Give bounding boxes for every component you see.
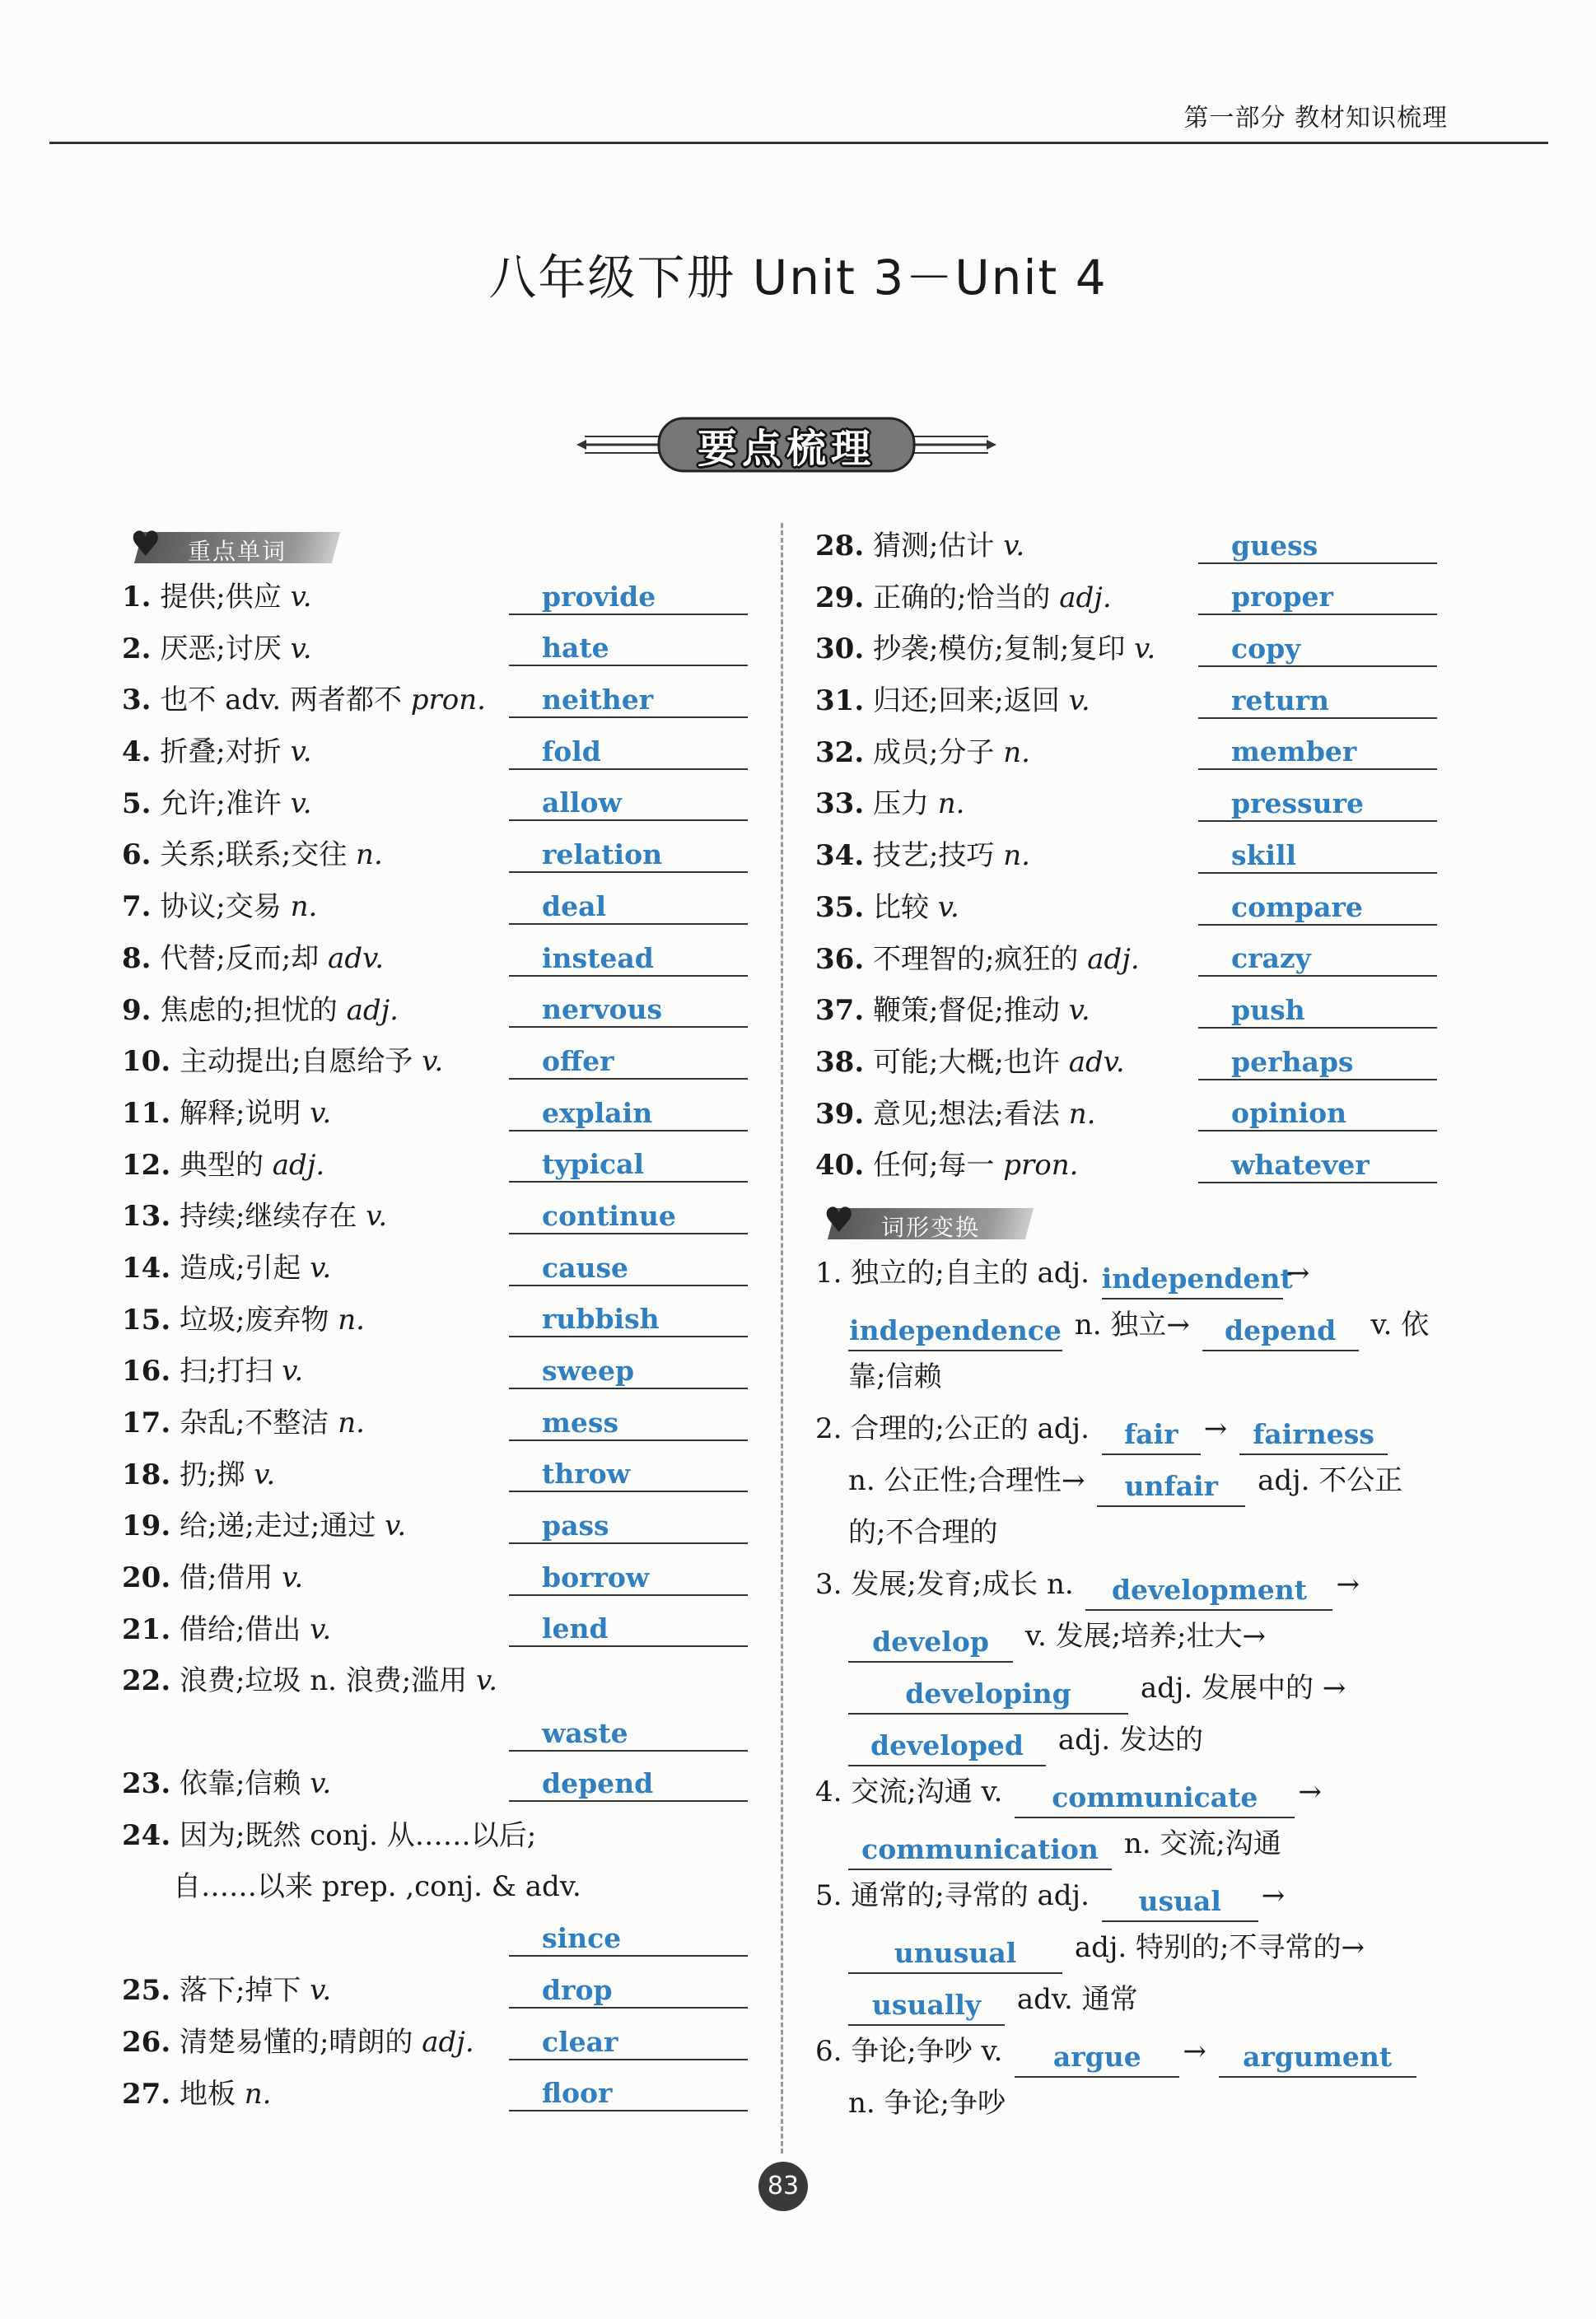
vocab-item xyxy=(122,674,748,726)
vocab-item xyxy=(122,1243,748,1295)
answer-blank xyxy=(1198,838,1437,874)
item-number: 25. xyxy=(122,1974,171,2008)
answer-blank xyxy=(509,1353,748,1389)
answer-blank xyxy=(509,785,748,821)
answer-blank xyxy=(509,1508,748,1544)
item-number: 36. xyxy=(815,942,865,976)
item-pos: n. xyxy=(338,1407,365,1439)
vocab-item xyxy=(815,572,1449,624)
answer-blank xyxy=(509,682,748,718)
answer-text: deal xyxy=(542,889,606,922)
item-number: 6. xyxy=(122,838,152,872)
answer-blank: fair xyxy=(1102,1416,1201,1455)
item-pos: v. xyxy=(290,632,312,665)
answer-blank xyxy=(1198,683,1437,719)
answer-text: pressure xyxy=(1231,787,1364,820)
item-meaning: 地板 xyxy=(179,2077,236,2111)
item-pos: n. xyxy=(1003,735,1030,769)
answer-blank xyxy=(1198,1147,1437,1183)
answer-text: sweep xyxy=(542,1355,635,1387)
vocab-item xyxy=(122,1397,748,1449)
item-meaning: 抄袭;模仿;复制;复印 xyxy=(872,632,1126,666)
item-meaning: 技艺;技巧 xyxy=(872,839,995,873)
right-column xyxy=(815,520,1449,2130)
answer-blank xyxy=(1198,631,1437,667)
item-pos: v. xyxy=(290,786,312,820)
answer-blank: argument xyxy=(1219,2038,1416,2078)
item-number: 20. xyxy=(122,1561,171,1595)
item-number: 19. xyxy=(122,1509,171,1543)
answer-blank: communication xyxy=(848,1831,1112,1870)
item-pos: n. xyxy=(338,1303,365,1337)
vocab-item xyxy=(815,934,1449,986)
item-meaning: 意见;想法;看法 xyxy=(872,1097,1060,1131)
word-form-line: 4. 交流;沟通 v. communicate → xyxy=(815,1766,1449,1818)
vocab-item xyxy=(122,572,748,623)
item-meaning: 扫;打扫 xyxy=(179,1355,273,1388)
item-number: 32. xyxy=(815,735,865,769)
vocab-item: 23. 依靠;信赖 v. depend xyxy=(122,1758,748,1810)
item-meaning: 协议;交易 xyxy=(160,890,282,924)
item-number: 8. xyxy=(122,941,152,975)
answer-text: throw xyxy=(542,1458,631,1491)
vocab-item: 22. 浪费;垃圾 n. 浪费;滥用 v. waste xyxy=(122,1655,748,1758)
vocab-item xyxy=(122,1552,748,1604)
answer-blank: unusual xyxy=(848,1934,1062,1974)
answer-blank: develop xyxy=(848,1623,1013,1663)
item-pos: v. xyxy=(290,735,312,769)
item-number: 27. xyxy=(122,2077,171,2111)
item-meaning: 代替;反而;却 xyxy=(160,941,320,975)
item-meaning: 正确的;恰当的 xyxy=(872,581,1051,614)
answer-text: provide xyxy=(542,580,656,613)
item-meaning: 厌恶;讨厌 xyxy=(160,632,282,665)
item-meaning: 杂乱;不整洁 xyxy=(179,1407,329,1439)
answer-text: floor xyxy=(542,2077,613,2110)
answer-blank xyxy=(509,1043,748,1080)
answer-blank: depend xyxy=(509,1766,748,1802)
item-pos: adj. xyxy=(1087,942,1140,976)
item-number: 18. xyxy=(122,1458,171,1491)
word-form-line: communication n. 交流;沟通 xyxy=(815,1818,1449,1870)
vocab-item xyxy=(122,1449,748,1501)
item-meaning: 借;借用 xyxy=(179,1561,273,1595)
key-words-list-a xyxy=(122,572,748,1655)
vocab-item xyxy=(815,623,1449,675)
item-number: 40. xyxy=(815,1149,865,1183)
answer-blank xyxy=(509,734,748,770)
answer-blank: unfair xyxy=(1097,1467,1245,1507)
answer-blank xyxy=(509,1456,748,1492)
item-pos: v. xyxy=(282,1561,304,1595)
answer-text: borrow xyxy=(542,1561,650,1593)
item-meaning: 清楚易懂的;晴朗的 xyxy=(179,2025,413,2059)
item-pos: v. xyxy=(254,1458,276,1491)
word-form-line: 3. 发展;发育;成长 n. development → xyxy=(815,1559,1449,1611)
vocab-item xyxy=(815,1140,1449,1192)
vocab-item xyxy=(815,675,1449,727)
item-number: 37. xyxy=(815,994,865,1028)
answer-text: copy xyxy=(1231,632,1301,665)
item-pos: v. xyxy=(1003,530,1025,562)
heart-icon: ♥ xyxy=(824,1199,855,1240)
item-pos: n. xyxy=(356,838,383,872)
answer-text: explain xyxy=(542,1096,653,1129)
item-meaning: 允许;准许 xyxy=(160,786,282,820)
item-number: 1. xyxy=(122,581,152,614)
vocab-item xyxy=(122,933,748,985)
answer-blank xyxy=(1198,889,1437,926)
vocab-item xyxy=(122,778,748,830)
answer-blank xyxy=(1198,1095,1437,1132)
answer-blank: argue xyxy=(1015,2038,1179,2078)
vocab-item xyxy=(122,623,748,675)
word-form-line: 2. 合理的;公正的 adj. fair → fairness xyxy=(815,1403,1449,1455)
item-pos: v. xyxy=(385,1509,407,1543)
item-pos: v. xyxy=(1068,684,1090,718)
page-title: 八年级下册 Unit 3－Unit 4 xyxy=(488,250,1108,306)
word-form-line: 的;不合理的 xyxy=(848,1515,998,1549)
answer-text: push xyxy=(1231,993,1305,1026)
vocab-item xyxy=(122,1346,748,1397)
vocab-item xyxy=(122,1088,748,1140)
item-pos: pron. xyxy=(410,684,486,717)
answer-text: lend xyxy=(542,1612,609,1645)
answer-blank: development xyxy=(1085,1571,1332,1611)
answer-blank: since xyxy=(509,1920,748,1957)
answer-blank: waste xyxy=(509,1715,748,1752)
item-pos: n. xyxy=(1003,839,1030,873)
answer-blank xyxy=(1198,992,1437,1029)
word-form-line: n. 公正性;合理性→ unfair adj. 不公正 xyxy=(815,1455,1449,1507)
word-form-line: independence n. 独立→ depend v. 依 xyxy=(815,1299,1449,1351)
vocab-item xyxy=(122,1965,748,2017)
vocab-item xyxy=(122,1500,748,1552)
answer-blank xyxy=(509,630,748,666)
answer-blank xyxy=(509,2075,748,2111)
item-number: 38. xyxy=(815,1045,865,1079)
item-number: 31. xyxy=(815,684,865,718)
item-meaning: 也不 adv. 两者都不 xyxy=(160,684,402,717)
item-pos: v. xyxy=(310,1096,332,1130)
answer-text: nervous xyxy=(542,993,663,1026)
item-meaning: 借给;借出 xyxy=(179,1612,301,1646)
item-pos: n. xyxy=(244,2077,272,2111)
answer-blank xyxy=(509,940,748,977)
item-number: 15. xyxy=(122,1303,171,1337)
section-tag-key-words: ♥ 重点单词 xyxy=(122,527,344,565)
answer-text: perhaps xyxy=(1231,1045,1354,1078)
item-number: 34. xyxy=(815,839,865,873)
vocab-item xyxy=(122,881,748,933)
answer-blank xyxy=(509,1146,748,1183)
item-number: 29. xyxy=(815,581,865,614)
item-pos: v. xyxy=(290,581,312,614)
item-number: 21. xyxy=(122,1612,171,1646)
answer-blank xyxy=(1198,579,1437,615)
answer-text: allow xyxy=(542,786,622,819)
vocab-item xyxy=(122,1604,748,1656)
answer-text: skill xyxy=(1231,838,1297,871)
vocab-item xyxy=(815,985,1449,1037)
answer-blank xyxy=(509,1560,748,1596)
answer-text: member xyxy=(1231,735,1357,768)
answer-text: continue xyxy=(542,1199,676,1232)
item-number: 35. xyxy=(815,890,865,924)
vocab-item xyxy=(122,1140,748,1192)
vocab-item xyxy=(122,2069,748,2121)
item-number: 7. xyxy=(122,890,152,924)
item-meaning: 成员;分子 xyxy=(872,735,995,769)
answer-text: return xyxy=(1231,684,1329,716)
word-form-line: n. 争论;争吵 xyxy=(848,2086,1006,2120)
item-pos: pron. xyxy=(1003,1149,1079,1183)
item-meaning: 压力 xyxy=(872,787,929,821)
key-words-list-c xyxy=(815,520,1449,1192)
item-meaning: 主动提出;自愿给予 xyxy=(179,1045,413,1079)
vocab-item xyxy=(815,1089,1449,1141)
answer-text: fold xyxy=(542,735,601,768)
word-form-line: develop v. 发展;培养;壮大→ xyxy=(815,1611,1449,1663)
item-pos: adj. xyxy=(346,993,399,1027)
item-pos: v. xyxy=(310,1251,332,1285)
item-pos: adj. xyxy=(1059,581,1112,614)
answer-text: rubbish xyxy=(542,1303,660,1336)
answer-text: opinion xyxy=(1231,1097,1347,1130)
item-number: 39. xyxy=(815,1097,865,1131)
item-meaning: 造成;引起 xyxy=(179,1251,301,1285)
answer-blank xyxy=(509,1301,748,1337)
answer-blank xyxy=(509,837,748,873)
answer-text: whatever xyxy=(1231,1148,1370,1181)
item-number: 10. xyxy=(122,1045,171,1079)
item-meaning: 解释;说明 xyxy=(179,1096,301,1130)
answer-text: relation xyxy=(542,838,663,871)
word-form-line: usually adv. 通常 xyxy=(815,1974,1449,2026)
item-number: 4. xyxy=(122,735,152,769)
answer-text: typical xyxy=(542,1148,645,1181)
answer-text: guess xyxy=(1231,529,1318,562)
item-meaning: 持续;继续存在 xyxy=(179,1200,357,1234)
item-pos: v. xyxy=(310,1612,332,1646)
item-pos: adj. xyxy=(272,1148,325,1182)
vocab-item xyxy=(815,830,1449,882)
item-meaning: 归还;回来;返回 xyxy=(872,684,1060,718)
item-meaning: 焦虑的;担忧的 xyxy=(160,993,338,1027)
answer-text: pass xyxy=(542,1509,609,1542)
answer-blank: developed xyxy=(848,1727,1046,1766)
word-form-line: 5. 通常的;寻常的 adj. usual → xyxy=(815,1870,1449,1922)
answer-blank xyxy=(509,579,748,615)
answer-blank xyxy=(509,992,748,1028)
answer-blank xyxy=(1198,528,1437,564)
answer-blank: independence xyxy=(848,1312,1062,1351)
vocab-item: 24. 因为;既然 conj. 从……以后; 自……以来 prep. ,conj. & adv. since xyxy=(122,1810,748,1965)
answer-blank: independent xyxy=(1102,1260,1283,1299)
item-pos: v. xyxy=(1068,994,1090,1028)
item-number: 17. xyxy=(122,1407,171,1439)
item-number: 28. xyxy=(815,530,865,562)
answer-blank xyxy=(509,2024,748,2060)
vocab-item xyxy=(122,985,748,1037)
vocab-item xyxy=(122,1295,748,1346)
answer-blank: developing xyxy=(848,1675,1128,1715)
item-pos: n. xyxy=(1068,1097,1096,1131)
item-number: 3. xyxy=(122,684,152,717)
item-meaning: 关系;联系;交往 xyxy=(160,838,348,872)
item-pos: v. xyxy=(366,1200,388,1234)
item-meaning: 给;递;走过;通过 xyxy=(179,1509,376,1543)
item-meaning: 任何;每一 xyxy=(872,1149,995,1183)
item-number: 5. xyxy=(122,786,152,820)
answer-text: instead xyxy=(542,941,654,974)
answer-text: cause xyxy=(542,1251,629,1284)
answer-text: crazy xyxy=(1231,942,1311,975)
answer-blank xyxy=(509,1198,748,1234)
word-forms-list xyxy=(815,1248,1449,2130)
item-number: 33. xyxy=(815,787,865,821)
item-pos: adv. xyxy=(1068,1045,1125,1079)
left-column xyxy=(122,524,748,2120)
header-section-title: 第一部分 教材知识梳理 xyxy=(1183,104,1448,133)
section-tag-word-forms: ♥ 词形变换 xyxy=(815,1203,1038,1241)
vocab-item xyxy=(122,2017,748,2069)
answer-blank xyxy=(1198,786,1437,822)
answer-text: compare xyxy=(1231,890,1363,923)
section-banner xyxy=(568,412,1005,478)
answer-blank xyxy=(1198,734,1437,770)
item-number: 13. xyxy=(122,1200,171,1234)
item-pos: v. xyxy=(1134,632,1156,666)
answer-blank: usual xyxy=(1102,1883,1258,1922)
item-pos: n. xyxy=(290,890,318,924)
item-meaning: 垃圾;废弃物 xyxy=(179,1303,329,1337)
answer-blank: communicate xyxy=(1015,1779,1295,1818)
item-meaning: 提供;供应 xyxy=(160,581,282,614)
item-pos: adj. xyxy=(422,2025,474,2059)
heart-icon: ♥ xyxy=(130,524,161,564)
answer-text: hate xyxy=(542,632,609,665)
answer-blank xyxy=(509,1972,748,2009)
item-meaning: 折叠;对折 xyxy=(160,735,282,769)
item-meaning: 不理智的;疯狂的 xyxy=(872,942,1079,976)
answer-blank xyxy=(509,1250,748,1286)
answer-text: clear xyxy=(542,2025,618,2058)
item-meaning: 扔;掷 xyxy=(179,1458,245,1491)
answer-blank xyxy=(509,1405,748,1441)
answer-blank xyxy=(509,1611,748,1647)
word-form-line: developed adj. 发达的 xyxy=(815,1715,1449,1766)
item-meaning: 比较 xyxy=(872,890,929,924)
vocab-item xyxy=(815,727,1449,779)
item-meaning: 可能;大概;也许 xyxy=(872,1045,1060,1079)
answer-blank xyxy=(509,889,748,925)
answer-blank: depend xyxy=(1202,1312,1359,1351)
word-form-line: 靠;信赖 xyxy=(848,1360,942,1393)
banner-text: 要点梳理 xyxy=(697,425,875,472)
answer-blank: usually xyxy=(848,1986,1005,2026)
vocab-item xyxy=(815,520,1449,572)
item-number: 11. xyxy=(122,1096,171,1130)
vocab-item xyxy=(122,1036,748,1088)
item-meaning: 典型的 xyxy=(179,1148,264,1182)
answer-text: neither xyxy=(542,684,654,716)
item-pos: n. xyxy=(937,787,965,821)
item-pos: v. xyxy=(937,890,959,924)
key-words-list-b xyxy=(122,1965,748,2120)
word-form-line: 1. 独立的;自主的 adj. independent→ xyxy=(815,1248,1449,1299)
word-form-line: 6. 争论;争吵 v. argue → argument xyxy=(815,2026,1449,2078)
vocab-item xyxy=(815,1037,1449,1089)
item-pos: v. xyxy=(282,1355,304,1388)
item-number: 26. xyxy=(122,2025,171,2059)
item-number: 2. xyxy=(122,632,152,665)
item-number: 9. xyxy=(122,993,152,1027)
item-meaning: 猜测;估计 xyxy=(872,530,995,562)
item-pos: v. xyxy=(422,1045,444,1079)
header-rule xyxy=(49,142,1548,144)
answer-text: mess xyxy=(542,1406,619,1439)
item-pos: adv. xyxy=(328,941,385,975)
item-meaning: 鞭策;督促;推动 xyxy=(872,994,1060,1028)
vocab-item xyxy=(122,1191,748,1243)
item-number: 14. xyxy=(122,1251,171,1285)
vocab-item xyxy=(815,882,1449,934)
vocab-item xyxy=(815,778,1449,830)
answer-blank xyxy=(509,1095,748,1132)
column-divider xyxy=(781,523,783,2153)
item-number: 30. xyxy=(815,632,865,666)
answer-text: drop xyxy=(542,1973,613,2006)
item-number: 16. xyxy=(122,1355,171,1388)
answer-text: proper xyxy=(1231,581,1333,614)
answer-blank xyxy=(1198,1044,1437,1080)
answer-text: offer xyxy=(542,1044,614,1077)
vocab-item xyxy=(122,829,748,881)
vocab-item xyxy=(122,726,748,778)
page-number: 83 xyxy=(758,2162,808,2211)
answer-blank: fairness xyxy=(1239,1416,1388,1455)
answer-blank xyxy=(1198,940,1437,977)
item-pos: v. xyxy=(310,1974,332,2008)
item-meaning: 落下;掉下 xyxy=(179,1974,301,2008)
item-number: 12. xyxy=(122,1148,171,1182)
word-form-line: developing adj. 发展中的 → xyxy=(815,1663,1449,1715)
word-form-line: unusual adj. 特别的;不寻常的→ xyxy=(815,1922,1449,1974)
